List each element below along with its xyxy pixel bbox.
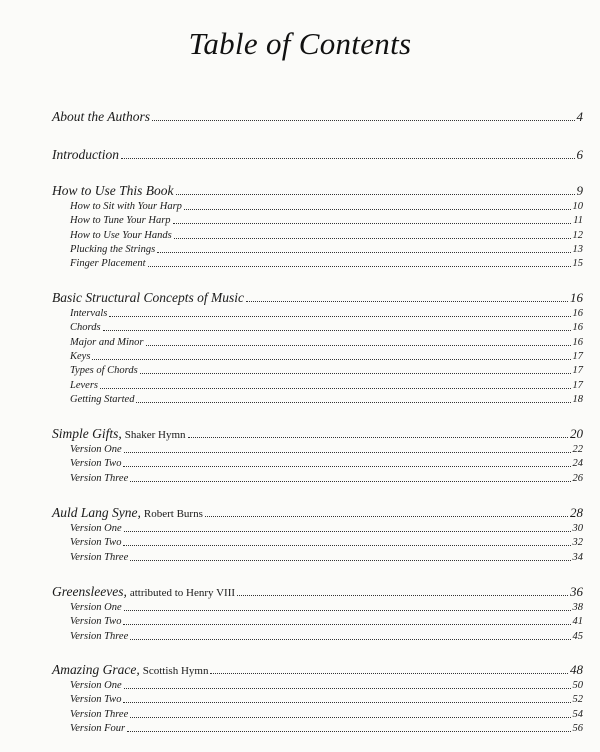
entry-title: Keys	[70, 350, 91, 362]
page-number: 20	[570, 426, 583, 441]
toc-entry[interactable]	[52, 147, 583, 163]
entry-title: Intervals	[70, 308, 108, 319]
toc-entry[interactable]	[52, 109, 583, 125]
page-title: Table of Contents	[188, 26, 412, 61]
toc-subentry[interactable]	[52, 537, 583, 548]
entry-title: Version Two	[70, 694, 122, 706]
dot-leader	[157, 252, 570, 253]
entry-title: Auld Lang Syne,	[52, 505, 141, 520]
dot-leader	[140, 373, 571, 374]
dot-leader	[127, 731, 570, 732]
dot-leader	[136, 402, 570, 403]
entry-title: Version One	[70, 523, 122, 534]
page-number: 41	[572, 616, 583, 628]
toc-subentry[interactable]	[52, 351, 583, 362]
page-number: 16	[572, 336, 583, 348]
entry-title: Basic Structural Concepts of Music	[52, 290, 244, 305]
entry-title: Version Three	[70, 708, 129, 720]
dot-leader	[174, 238, 571, 239]
toc-subentry[interactable]	[52, 244, 583, 255]
page-number: 17	[572, 365, 583, 377]
entry-author: Scottish Hymn	[142, 665, 209, 677]
entry-title: Amazing Grace,	[52, 662, 140, 677]
toc-entry[interactable]	[52, 183, 583, 199]
dot-leader	[188, 437, 568, 438]
dot-leader	[210, 673, 568, 674]
entry-title: Version One	[70, 680, 122, 691]
entry-title: Version Three	[70, 472, 129, 484]
dot-leader	[205, 516, 568, 517]
entry-title: Simple Gifts,	[52, 426, 122, 441]
page-number: 50	[572, 680, 583, 691]
page-number: 30	[572, 523, 583, 534]
page-number: 54	[572, 708, 583, 720]
toc-subentry[interactable]	[52, 365, 583, 376]
dot-leader	[148, 266, 571, 267]
toc-subentry[interactable]	[52, 680, 583, 691]
dot-leader	[246, 301, 568, 302]
entry-title: Version Four	[70, 722, 126, 734]
page-number: 18	[572, 393, 583, 405]
toc-subentry[interactable]	[52, 552, 583, 563]
page-number: 16	[570, 290, 583, 305]
page-number: 4	[576, 109, 583, 124]
entry-title: Types of Chords	[70, 365, 138, 377]
dot-leader	[123, 545, 570, 546]
toc-subentry[interactable]	[52, 337, 583, 348]
entry-title: How to Tune Your Harp	[70, 215, 171, 227]
page-number: 52	[572, 694, 583, 706]
entry-title: Finger Placement	[70, 258, 146, 270]
dot-leader	[109, 316, 570, 317]
toc-subentry[interactable]	[52, 694, 583, 705]
page-number: 45	[572, 630, 583, 642]
dot-leader	[124, 531, 571, 532]
page-number: 38	[572, 602, 583, 613]
dot-leader	[123, 702, 570, 703]
dot-leader	[124, 452, 571, 453]
dot-leader	[237, 595, 568, 596]
toc-subentry[interactable]	[52, 723, 583, 734]
toc-subentry[interactable]	[52, 709, 583, 720]
entry-title: Greensleeves,	[52, 584, 127, 599]
entry-title: How to Use Your Hands	[70, 229, 172, 241]
toc-entry[interactable]	[52, 584, 583, 600]
entry-title: How to Use This Book	[52, 183, 174, 198]
toc-subentry[interactable]	[52, 616, 583, 627]
toc-subentry[interactable]	[52, 230, 583, 241]
dot-leader	[130, 481, 570, 482]
dot-leader	[130, 560, 570, 561]
entry-title: Version One	[70, 444, 122, 455]
toc-subentry[interactable]	[52, 444, 583, 455]
dot-leader	[124, 610, 571, 611]
entry-title: Version Three	[70, 630, 129, 642]
entry-title: Major and Minor	[70, 336, 144, 348]
entry-title: About the Authors	[52, 109, 151, 124]
toc-entry[interactable]	[52, 426, 583, 442]
dot-leader	[146, 345, 571, 346]
entry-title: Getting Started	[70, 393, 135, 405]
toc-subentry[interactable]	[52, 602, 583, 613]
page-number: 32	[572, 537, 583, 549]
dot-leader	[124, 688, 571, 689]
dot-leader	[103, 330, 571, 331]
dot-leader	[100, 388, 571, 389]
page-number: 17	[572, 379, 583, 391]
page-number: 26	[572, 472, 583, 484]
entry-title: Chords	[70, 322, 101, 334]
page-number: 36	[570, 584, 583, 599]
toc-subentry[interactable]	[52, 631, 583, 642]
entry-title: Version Two	[70, 616, 122, 628]
page-number: 10	[572, 201, 583, 212]
entry-title: How to Sit with Your Harp	[70, 201, 182, 212]
toc-subentry[interactable]	[52, 458, 583, 469]
page-number: 9	[576, 183, 583, 198]
dot-leader	[176, 194, 575, 195]
entry-title: Plucking the Strings	[70, 243, 156, 255]
entry-author: attributed to Henry VIII	[129, 587, 236, 599]
toc-subentry[interactable]	[52, 380, 583, 391]
page-number: 56	[572, 722, 583, 734]
page-number: 34	[572, 551, 583, 563]
toc-subentry[interactable]	[52, 308, 583, 319]
dot-leader	[123, 624, 570, 625]
entry-author: Robert Burns	[143, 508, 203, 520]
page-number: 15	[572, 258, 583, 270]
dot-leader	[173, 223, 572, 224]
toc-entry[interactable]	[52, 290, 583, 306]
toc-entry[interactable]	[52, 505, 583, 521]
dot-leader	[152, 120, 574, 121]
page-number: 11	[573, 215, 583, 227]
toc-subentry[interactable]	[52, 394, 583, 405]
entry-title: Version One	[70, 602, 122, 613]
entry-title: Version Two	[70, 537, 122, 549]
toc-subentry[interactable]	[52, 322, 583, 333]
page-number: 16	[572, 322, 583, 334]
dot-leader	[121, 158, 575, 159]
page-number: 16	[572, 308, 583, 319]
toc-subentry[interactable]	[52, 258, 583, 269]
page-number: 28	[570, 505, 583, 520]
page-number: 24	[572, 458, 583, 470]
page-number: 48	[570, 662, 583, 677]
toc-subentry[interactable]	[52, 201, 583, 212]
page-number: 12	[572, 229, 583, 241]
entry-author: Shaker Hymn	[124, 429, 186, 441]
dot-leader	[92, 359, 570, 360]
entry-title: Version Three	[70, 551, 129, 563]
toc-subentry[interactable]	[52, 215, 583, 226]
entry-title: Levers	[70, 379, 98, 391]
dot-leader	[184, 209, 571, 210]
dot-leader	[130, 639, 570, 640]
toc-subentry[interactable]	[52, 523, 583, 534]
page-number: 17	[572, 350, 583, 362]
dot-leader	[130, 717, 570, 718]
page-number: 6	[576, 147, 583, 162]
toc-subentry[interactable]	[52, 473, 583, 484]
entry-title: Introduction	[52, 147, 119, 162]
toc-entry[interactable]	[52, 662, 583, 678]
page-number: 22	[572, 444, 583, 455]
page-number: 13	[572, 243, 583, 255]
dot-leader	[123, 466, 570, 467]
entry-title: Version Two	[70, 458, 122, 470]
